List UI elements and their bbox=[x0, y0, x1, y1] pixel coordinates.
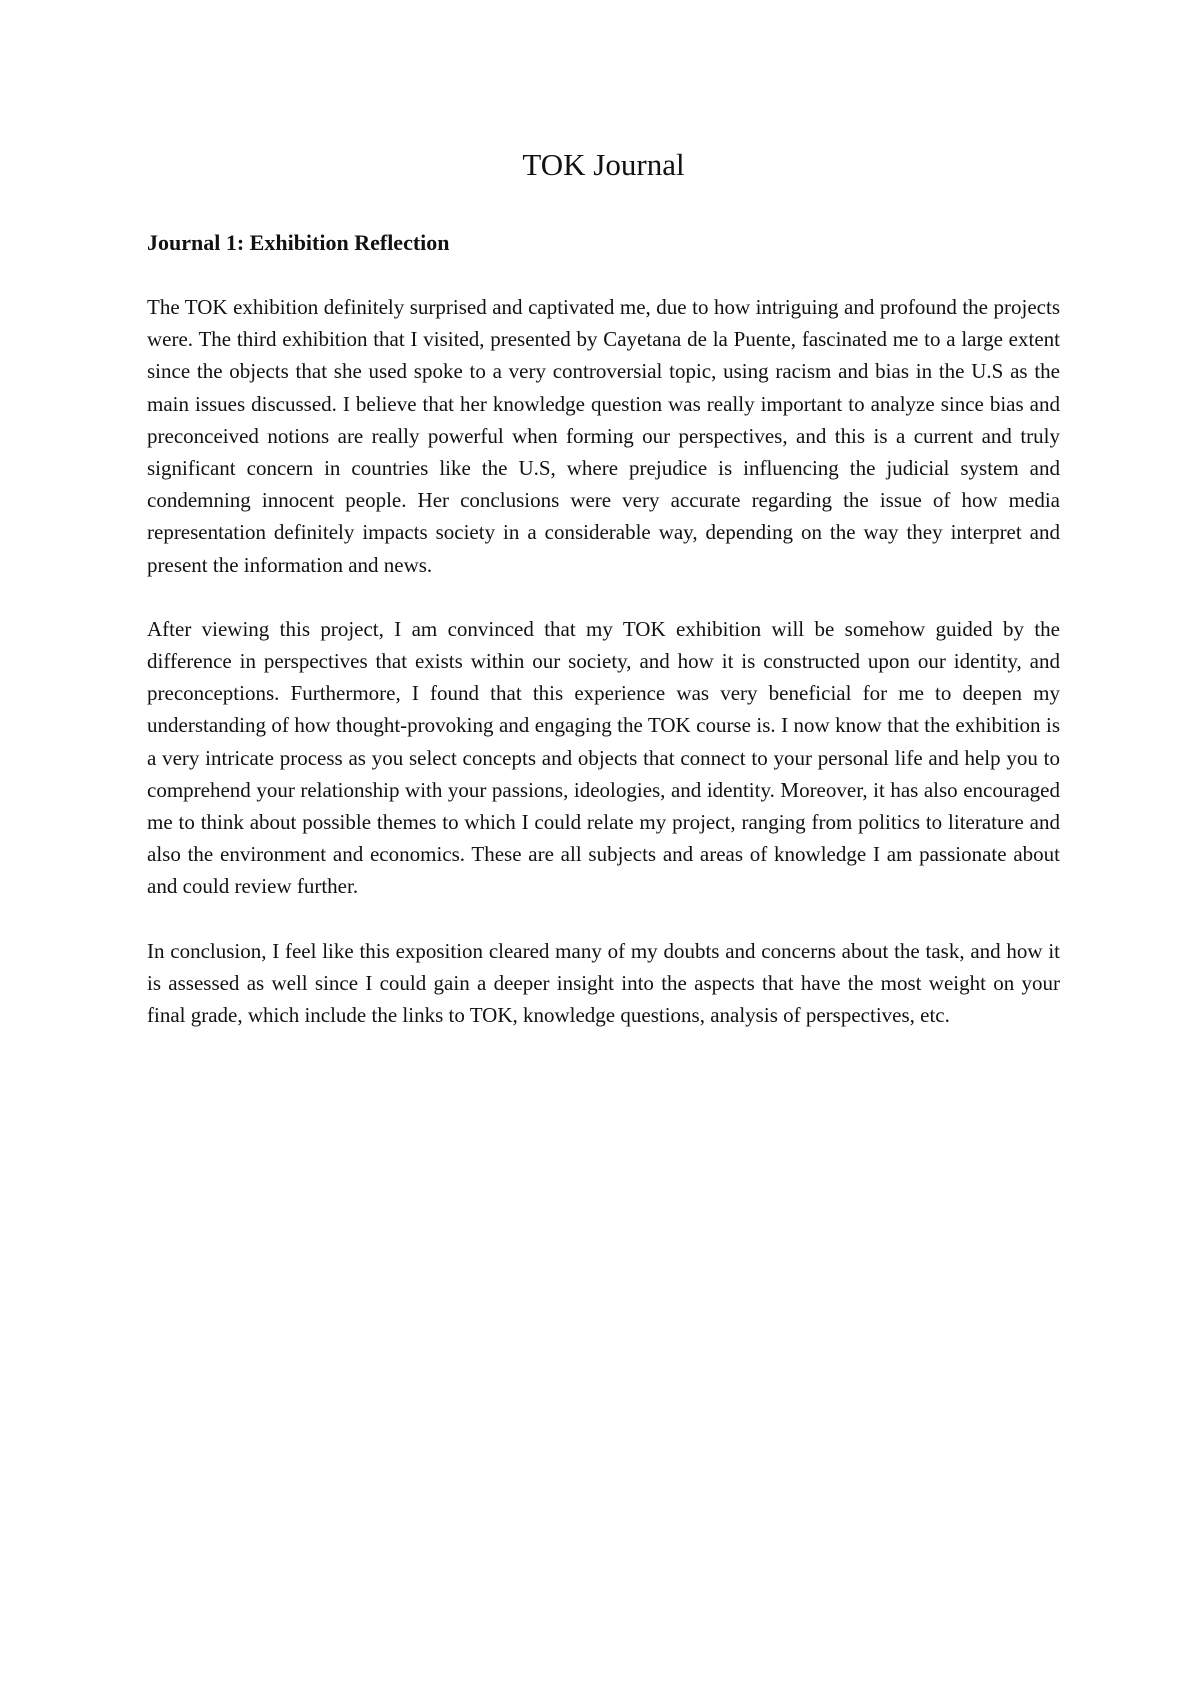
paragraph-3: In conclusion, I feel like this exposition cleared many of my doubts and concerns about the task, and how it is assessed as well since I could gain a deeper insight into the aspects that have the most weight on your final grade, which include the links to TOK, knowledge questions, analysis of perspectives, etc. bbox=[147, 938, 1060, 1028]
paragraph-2: After viewing this project, I am convinced that my TOK exhibition will be somehow guided by the difference in perspectives that exists within our society, and how it is constructed upon our identity, and preconceptions. Furthermore, I found that this experience was very beneficial for me to deepen my understanding of how thought-provoking and engaging the TOK course is. I now know that the exhibition is a very intricate process as you select concepts and objects that connect to your personal life and help you to comprehend your relationship with your passions, ideologies, and identity. Moreover, it has also encouraged me to think about possible themes to which I could relate my project, ranging from politics to literature and also the environment and economics. These are all subjects and areas of knowledge I am passionate about and could review further. bbox=[147, 616, 1060, 899]
paragraph-1: The TOK exhibition definitely surprised and captivated me, due to how intriguing and profound the projects were. The third exhibition that I visited, presented by Cayetana de la Puente, fascinated me to a large extent since the objects that she used spoke to a very controversial topic, using racism and bias in the U.S as the main issues discussed. I believe that her knowledge question was really important to analyze since bias and preconceived notions are really powerful when forming our perspectives, and this is a current and truly significant concern in countries like the U.S, where prejudice is influencing the judicial system and condemning innocent people. Her conclusions were very accurate regarding the issue of how media representation definitely impacts society in a considerable way, depending on the way they interpret and present the information and news. bbox=[147, 295, 1060, 577]
document-body bbox=[147, 143, 1060, 1031]
document-title: TOK Journal bbox=[522, 147, 685, 182]
section-heading: Journal 1: Exhibition Reflection bbox=[147, 230, 450, 255]
